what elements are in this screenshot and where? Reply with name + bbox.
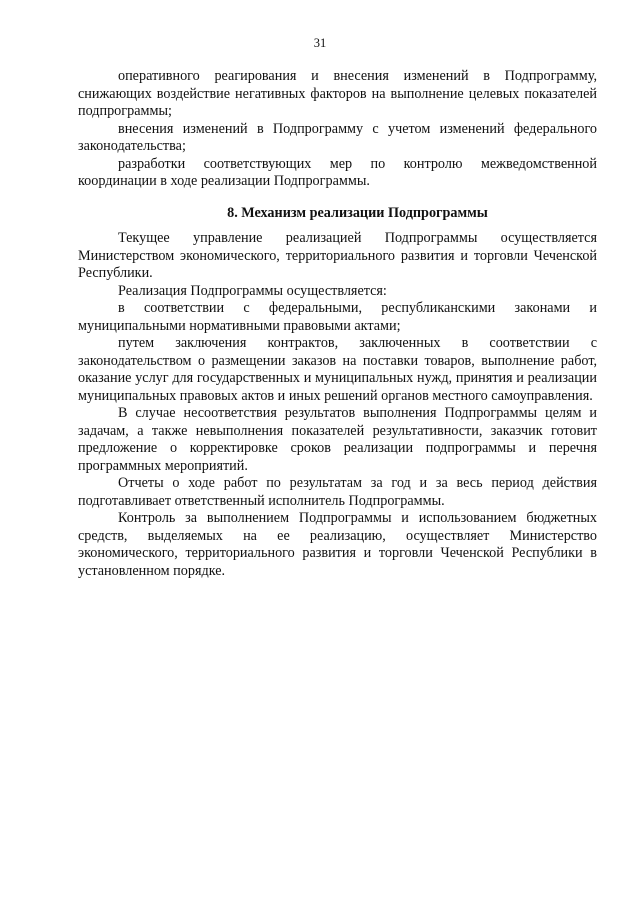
page-number: 31 xyxy=(313,36,327,50)
section-heading: 8. Механизм реализации Подпрограммы xyxy=(227,204,488,221)
paragraph: оперативного реагирования и внесения изменений в Подпрограмму, снижающих воздействие негативных факторов на выполнение целевых показателей подпрограммы; xyxy=(78,68,597,119)
paragraph: В случае несоответствия результатов выполнения Подпрограммы целям и задачам, а также невыполнения показателей результативности, заказчик готовит предложение о корректировке сроков реализации подпрограммы и перечня программных мероприятий. xyxy=(78,405,597,474)
paragraph: разработки соответствующих мер по контролю межведомственной координации в ходе реализации Подпрограммы. xyxy=(78,155,597,189)
paragraph: Контроль за выполнением Подпрограммы и использованием бюджетных средств, выделяемых на ее реализацию, осуществляет Министерство экономического, территориального развития и торговли Чеченской Республики в установленном порядке. xyxy=(78,510,597,579)
paragraph: в соответствии с федеральными, республиканскими законами и муниципальными нормативными правовыми актами; xyxy=(78,300,597,334)
paragraph: Текущее управление реализацией Подпрограммы осуществляется Министерством экономического, территориального развития и торговли Чеченской Республики. xyxy=(78,230,597,281)
paragraph: путем заключения контрактов, заключенных в соответствии с законодательством о размещении заказов на поставки товаров, выполнение работ, оказание услуг для государственных и муниципальных нужд, принятия и реализации муниципальных правовых актов и иных решений органов местного самоуправления. xyxy=(78,335,597,404)
paragraph: Реализация Подпрограммы осуществляется: xyxy=(118,282,387,299)
page-body xyxy=(78,68,597,580)
paragraph: внесения изменений в Подпрограмму с учетом изменений федерального законодательства; xyxy=(78,120,597,154)
paragraph: Отчеты о ходе работ по результатам за год и за весь период действия подготавливает ответственный исполнитель Подпрограммы. xyxy=(78,475,597,509)
